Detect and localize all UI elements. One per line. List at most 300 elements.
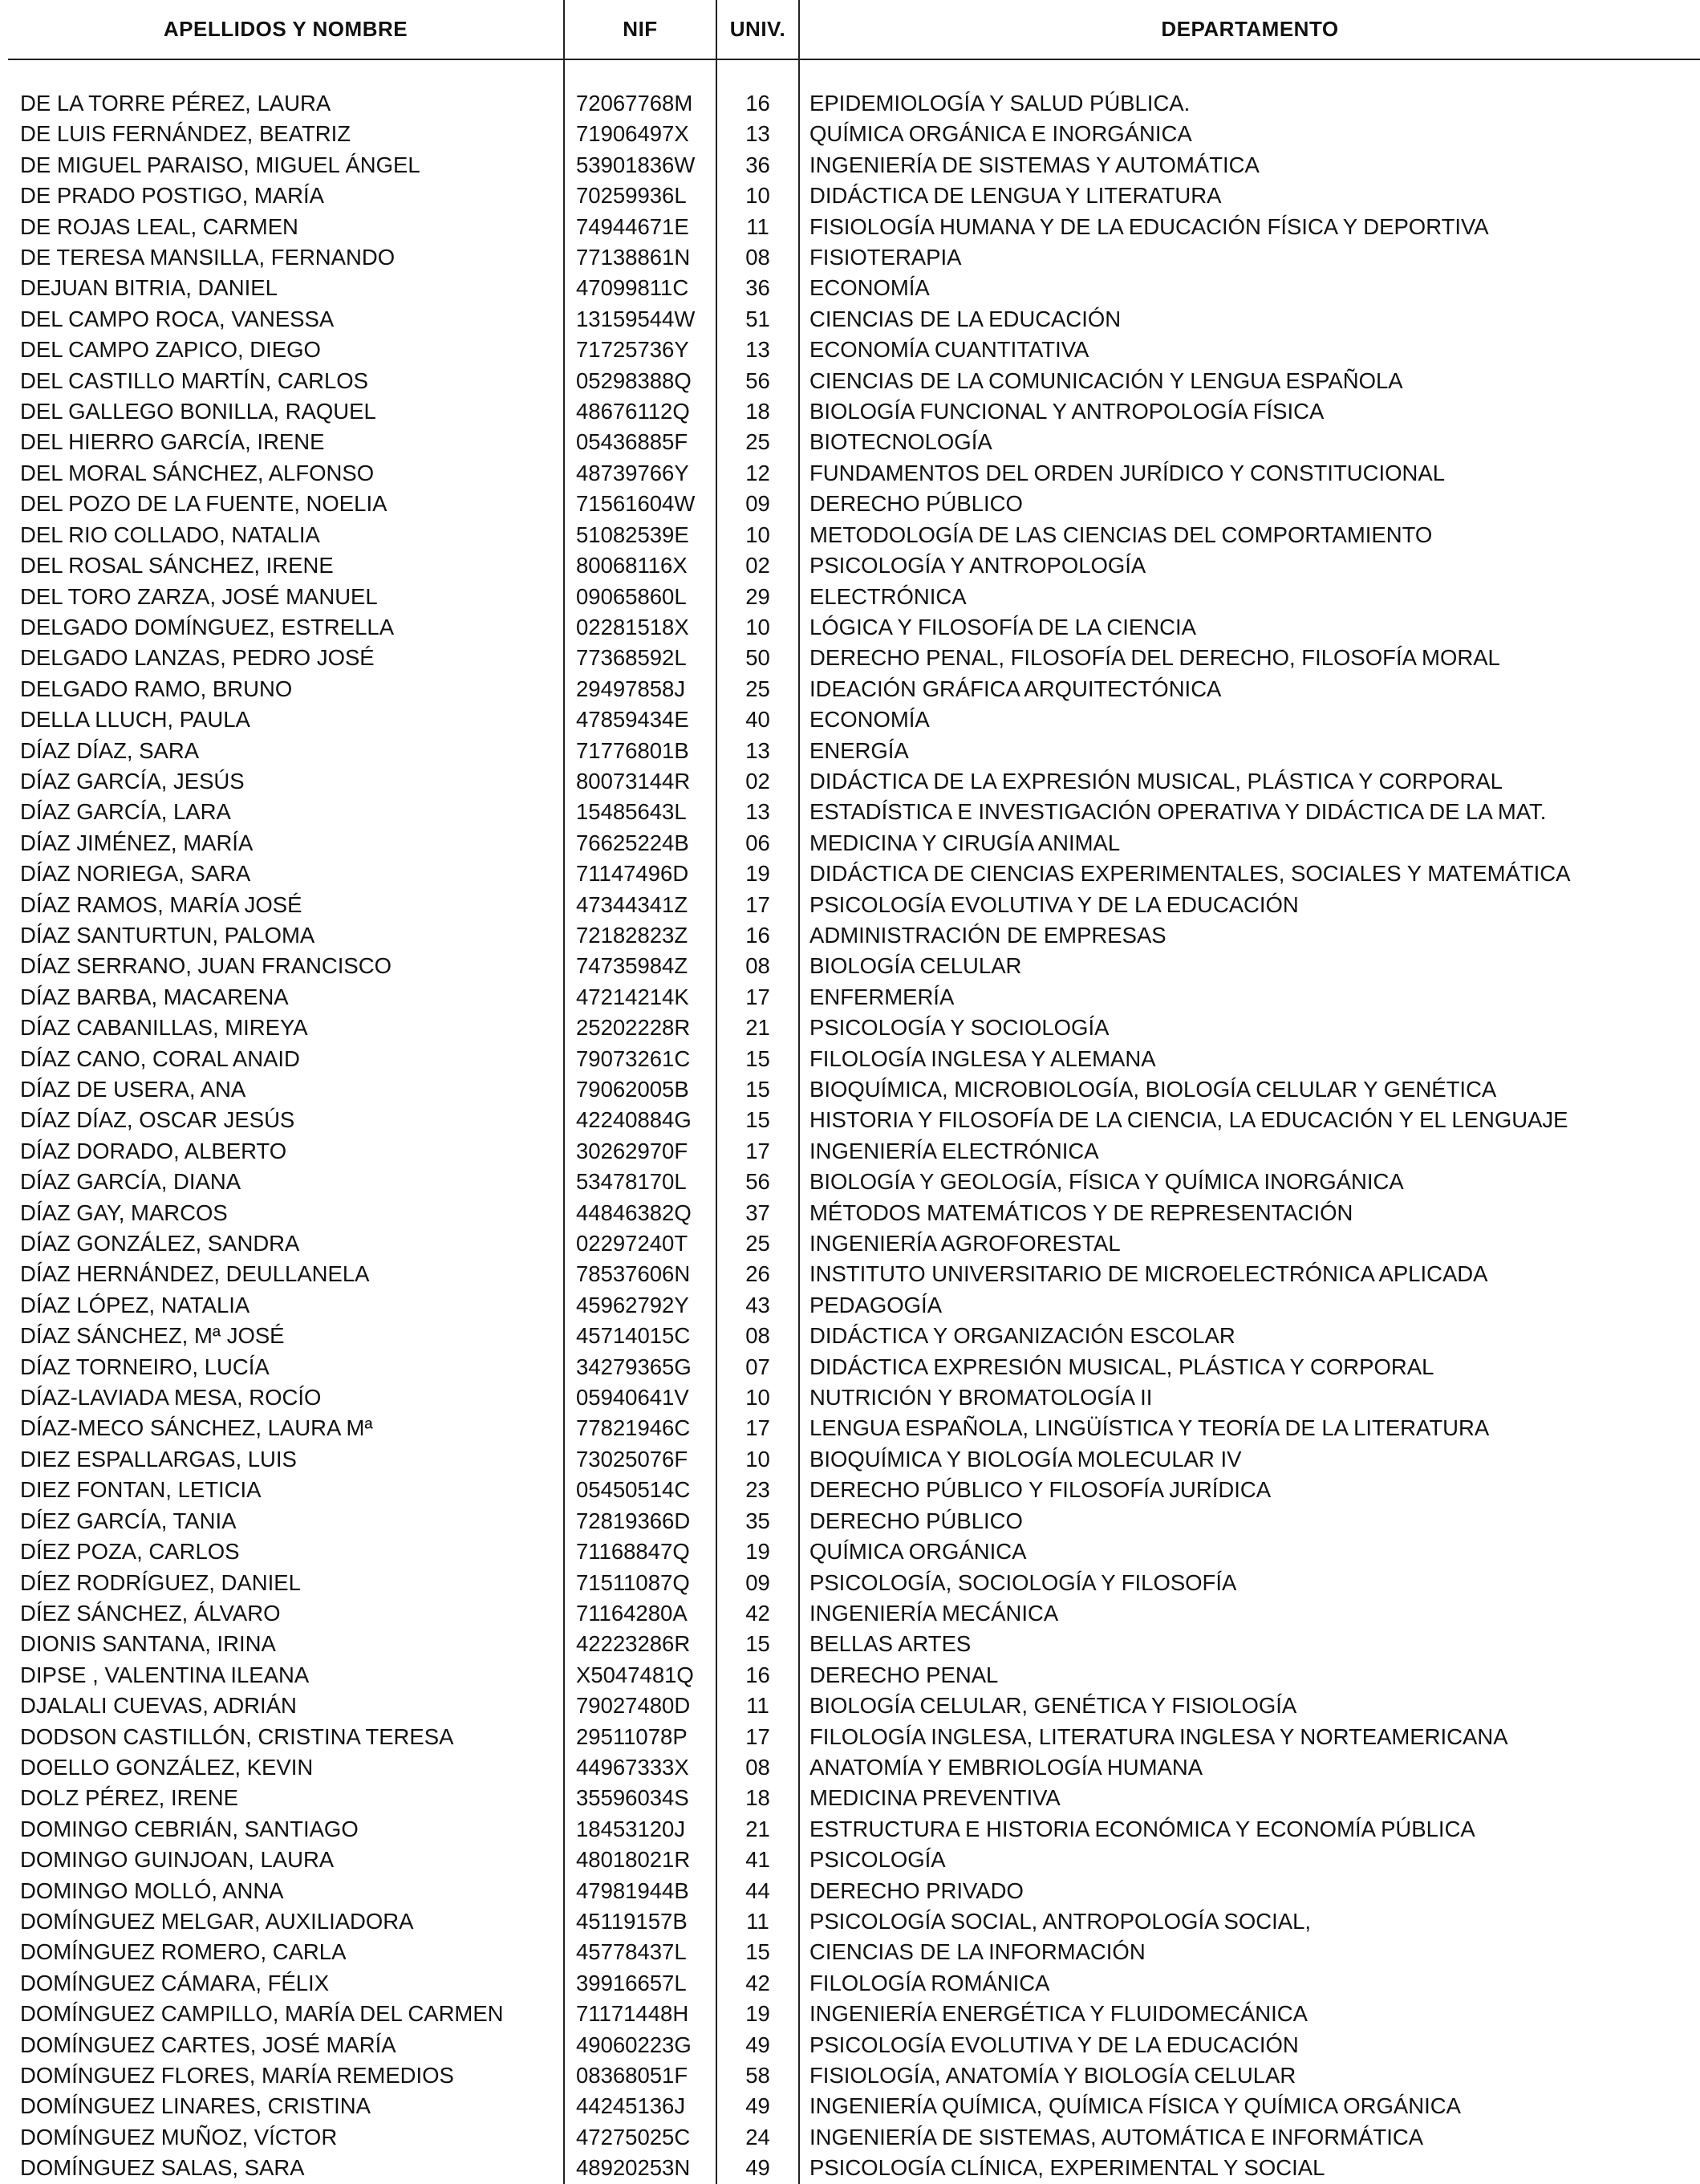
cell-department: HISTORIA Y FILOSOFÍA DE LA CIENCIA, LA EDUCACIÓN Y EL LENGUAJE — [799, 1105, 1700, 1135]
header-spacer-row — [8, 59, 1700, 88]
cell-nif: 70259936L — [564, 181, 716, 211]
table-row — [8, 1475, 1700, 1505]
cell-nif: 30262970F — [564, 1136, 716, 1167]
table-row — [8, 2153, 1700, 2183]
table-row — [8, 1198, 1700, 1228]
cell-name: DÍAZ DÍAZ, SARA — [20, 737, 200, 763]
cell-univ: 42 — [716, 1968, 799, 1999]
cell-department: QUÍMICA ORGÁNICA E INORGÁNICA — [799, 119, 1700, 149]
cell-univ: 19 — [716, 1537, 799, 1567]
cell-name: DÍAZ GARCÍA, DIANA — [20, 1169, 241, 1195]
cell-department: DIDÁCTICA DE LA EXPRESIÓN MUSICAL, PLÁSTICA Y CORPORAL — [799, 766, 1700, 797]
cell-name: DEL RIO COLLADO, NATALIA — [20, 522, 320, 547]
cell-univ: 12 — [716, 458, 799, 489]
cell-nif: 34279365G — [564, 1352, 716, 1382]
cell-department: FUNDAMENTOS DEL ORDEN JURÍDICO Y CONSTITUCIONAL — [799, 458, 1700, 489]
cell-name: DIPSE , VALENTINA ILEANA — [20, 1662, 310, 1687]
cell-univ: 41 — [716, 1845, 799, 1875]
cell-name: DJALALI CUEVAS, ADRIÁN — [20, 1693, 297, 1719]
cell-nif: 71561604W — [564, 489, 716, 519]
cell-nif: 79027480D — [564, 1691, 716, 1721]
cell-univ: 10 — [716, 520, 799, 550]
cell-univ: 56 — [716, 366, 799, 396]
cell-name: DOLZ PÉREZ, IRENE — [20, 1785, 238, 1811]
cell-nif: 72819366D — [564, 1506, 716, 1537]
cell-nif: 79073261C — [564, 1044, 716, 1074]
table-row — [8, 982, 1700, 1013]
cell-department: BELLAS ARTES — [799, 1629, 1700, 1659]
cell-department: BIOLOGÍA CELULAR — [799, 951, 1700, 981]
table-row — [8, 1321, 1700, 1351]
cell-univ: 36 — [716, 273, 799, 303]
table-row — [8, 1752, 1700, 1783]
cell-department: MEDICINA PREVENTIVA — [799, 1783, 1700, 1813]
cell-nif: 74944671E — [564, 212, 716, 242]
cell-department: INGENIERÍA MECÁNICA — [799, 1598, 1700, 1629]
cell-nif: 45962792Y — [564, 1290, 716, 1321]
cell-name: DÍAZ-LAVIADA MESA, ROCÍO — [20, 1385, 322, 1411]
cell-name: DÍAZ SÁNCHEZ, Mª JOSÉ — [20, 1323, 285, 1349]
cell-department: BIOQUÍMICA, MICROBIOLOGÍA, BIOLOGÍA CELULAR Y GENÉTICA — [799, 1074, 1700, 1105]
cell-department: ADMINISTRACIÓN DE EMPRESAS — [799, 920, 1700, 951]
cell-name: DÍAZ SERRANO, JUAN FRANCISCO — [20, 953, 392, 979]
cell-name: DÍEZ GARCÍA, TANIA — [20, 1508, 237, 1533]
cell-univ: 13 — [716, 736, 799, 766]
cell-nif: 47275025C — [564, 2122, 716, 2153]
table-row — [8, 1968, 1700, 1999]
cell-department: PSICOLOGÍA EVOLUTIVA Y DE LA EDUCACIÓN — [799, 890, 1700, 920]
cell-univ: 15 — [716, 1937, 799, 1967]
cell-univ: 07 — [716, 1352, 799, 1382]
table-row — [8, 859, 1700, 889]
table-row — [8, 396, 1700, 427]
cell-department: ESTRUCTURA E HISTORIA ECONÓMICA Y ECONOMÍA PÚBLICA — [799, 1814, 1700, 1845]
table-row — [8, 890, 1700, 920]
table-row — [8, 1444, 1700, 1475]
cell-department: PSICOLOGÍA EVOLUTIVA Y DE LA EDUCACIÓN — [799, 2030, 1700, 2060]
cell-nif: 47981944B — [564, 1876, 716, 1906]
column-header-department: DEPARTAMENTO — [799, 0, 1700, 59]
cell-name: DÍAZ DORADO, ALBERTO — [20, 1138, 287, 1163]
cell-univ: 15 — [716, 1629, 799, 1659]
cell-department: INGENIERÍA AGROFORESTAL — [799, 1228, 1700, 1259]
cell-department: METODOLOGÍA DE LAS CIENCIAS DEL COMPORTAMIENTO — [799, 520, 1700, 550]
cell-department: DIDÁCTICA DE LENGUA Y LITERATURA — [799, 181, 1700, 211]
cell-univ: 08 — [716, 1321, 799, 1351]
cell-name: DEL HIERRO GARCÍA, IRENE — [20, 429, 325, 455]
cell-name: DEJUAN BITRIA, DANIEL — [20, 275, 278, 301]
cell-department: ANATOMÍA Y EMBRIOLOGÍA HUMANA — [799, 1752, 1700, 1783]
cell-name: DÍAZ GARCÍA, LARA — [20, 799, 231, 825]
cell-univ: 16 — [716, 1660, 799, 1691]
cell-department: MÉTODOS MATEMÁTICOS Y DE REPRESENTACIÓN — [799, 1198, 1700, 1228]
cell-department: BIOLOGÍA Y GEOLOGÍA, FÍSICA Y QUÍMICA INORGÁNICA — [799, 1167, 1700, 1197]
cell-nif: 05298388Q — [564, 366, 716, 396]
cell-department: PSICOLOGÍA, SOCIOLOGÍA Y FILOSOFÍA — [799, 1568, 1700, 1598]
cell-univ: 25 — [716, 674, 799, 704]
cell-department: INSTITUTO UNIVERSITARIO DE MICROELECTRÓNICA APLICADA — [799, 1259, 1700, 1289]
cell-department: INGENIERÍA QUÍMICA, QUÍMICA FÍSICA Y QUÍMICA ORGÁNICA — [799, 2091, 1700, 2121]
table-row — [8, 674, 1700, 704]
cell-univ: 15 — [716, 1044, 799, 1074]
cell-nif: 72067768M — [564, 88, 716, 119]
table-row — [8, 1629, 1700, 1659]
cell-nif: 29497858J — [564, 674, 716, 704]
cell-department: INGENIERÍA ENERGÉTICA Y FLUIDOMECÁNICA — [799, 1999, 1700, 2029]
table-row — [8, 828, 1700, 859]
table-row — [8, 212, 1700, 242]
cell-univ: 10 — [716, 1444, 799, 1475]
cell-department: ENERGÍA — [799, 736, 1700, 766]
cell-name: DÍAZ GAY, MARCOS — [20, 1200, 228, 1225]
cell-univ: 08 — [716, 242, 799, 273]
table-row — [8, 1814, 1700, 1845]
cell-univ: 40 — [716, 704, 799, 735]
cell-univ: 15 — [716, 1105, 799, 1135]
cell-department: MEDICINA Y CIRUGÍA ANIMAL — [799, 828, 1700, 859]
table-row — [8, 427, 1700, 457]
cell-department: ECONOMÍA — [799, 273, 1700, 303]
cell-univ: 36 — [716, 150, 799, 181]
cell-univ: 02 — [716, 550, 799, 581]
cell-name: DOMINGO MOLLÓ, ANNA — [20, 1878, 284, 1903]
cell-nif: 39916657L — [564, 1968, 716, 1999]
cell-nif: 47214214K — [564, 982, 716, 1013]
cell-name: DIONIS SANTANA, IRINA — [20, 1631, 276, 1657]
cell-department: PSICOLOGÍA SOCIAL, ANTROPOLOGÍA SOCIAL, — [799, 1906, 1700, 1937]
cell-department: FILOLOGÍA INGLESA Y ALEMANA — [799, 1044, 1700, 1074]
cell-name: DOMÍNGUEZ FLORES, MARÍA REMEDIOS — [20, 2063, 454, 2088]
roster-table — [8, 0, 1700, 2184]
cell-univ: 49 — [716, 2153, 799, 2183]
table-row — [8, 366, 1700, 396]
cell-nif: 45119157B — [564, 1906, 716, 1937]
table-row — [8, 1228, 1700, 1259]
cell-name: DE TERESA MANSILLA, FERNANDO — [20, 245, 396, 270]
cell-name: DELLA LLUCH, PAULA — [20, 707, 250, 733]
cell-nif: 79062005B — [564, 1074, 716, 1105]
cell-nif: 71168847Q — [564, 1537, 716, 1567]
cell-univ: 43 — [716, 1290, 799, 1321]
cell-department: BIOLOGÍA FUNCIONAL Y ANTROPOLOGÍA FÍSICA — [799, 396, 1700, 427]
cell-department: ECONOMÍA — [799, 704, 1700, 735]
table-body — [8, 59, 1700, 2184]
cell-univ: 17 — [716, 1413, 799, 1443]
cell-univ: 25 — [716, 1228, 799, 1259]
table-row — [8, 150, 1700, 181]
cell-univ: 23 — [716, 1475, 799, 1505]
cell-name: DÍAZ-MECO SÁNCHEZ, LAURA Mª — [20, 1415, 373, 1441]
table-row — [8, 1568, 1700, 1598]
cell-department: PSICOLOGÍA Y ANTROPOLOGÍA — [799, 550, 1700, 581]
cell-univ: 08 — [716, 951, 799, 981]
table-row — [8, 1691, 1700, 1721]
cell-nif: 09065860L — [564, 582, 716, 612]
cell-name: DÍAZ NORIEGA, SARA — [20, 861, 251, 887]
cell-department: BIOTECNOLOGÍA — [799, 427, 1700, 457]
cell-name: DOMÍNGUEZ SALAS, SARA — [20, 2155, 305, 2181]
table-row — [8, 1259, 1700, 1289]
cell-name: DEL TORO ZARZA, JOSÉ MANUEL — [20, 583, 378, 609]
cell-univ: 13 — [716, 119, 799, 149]
table-row — [8, 1352, 1700, 1382]
cell-department: DERECHO PENAL, FILOSOFÍA DEL DERECHO, FILOSOFÍA MORAL — [799, 643, 1700, 673]
cell-univ: 16 — [716, 920, 799, 951]
table-row — [8, 1783, 1700, 1813]
cell-name: DEL CASTILLO MARTÍN, CARLOS — [20, 367, 368, 393]
cell-department: CIENCIAS DE LA EDUCACIÓN — [799, 304, 1700, 335]
table-row — [8, 2060, 1700, 2091]
table-row — [8, 951, 1700, 981]
cell-nif: 47099811C — [564, 273, 716, 303]
cell-name: DÍAZ HERNÁNDEZ, DEULLANELA — [20, 1261, 370, 1287]
cell-univ: 11 — [716, 212, 799, 242]
cell-name: DEL GALLEGO BONILLA, RAQUEL — [20, 399, 376, 424]
cell-univ: 24 — [716, 2122, 799, 2153]
cell-name: DELGADO DOMÍNGUEZ, ESTRELLA — [20, 614, 395, 639]
cell-department: PSICOLOGÍA CLÍNICA, EXPERIMENTAL Y SOCIAL — [799, 2153, 1700, 2183]
cell-nif: 44967333X — [564, 1752, 716, 1783]
table-row — [8, 582, 1700, 612]
cell-nif: 05940641V — [564, 1382, 716, 1413]
cell-department: DERECHO PÚBLICO Y FILOSOFÍA JURÍDICA — [799, 1475, 1700, 1505]
cell-nif: 45714015C — [564, 1321, 716, 1351]
table-row — [8, 1074, 1700, 1105]
cell-nif: 47859434E — [564, 704, 716, 735]
table-row — [8, 920, 1700, 951]
table-row — [8, 181, 1700, 211]
cell-name: DÍAZ GARCÍA, JESÚS — [20, 768, 245, 794]
table-row — [8, 242, 1700, 273]
cell-univ: 17 — [716, 890, 799, 920]
cell-nif: 47344341Z — [564, 890, 716, 920]
header-row — [8, 0, 1700, 59]
cell-name: DOMÍNGUEZ CARTES, JOSÉ MARÍA — [20, 2032, 396, 2057]
cell-department: INGENIERÍA ELECTRÓNICA — [799, 1136, 1700, 1167]
cell-department: DIDÁCTICA DE CIENCIAS EXPERIMENTALES, SOCIALES Y MATEMÁTICA — [799, 859, 1700, 889]
table-row — [8, 1044, 1700, 1074]
cell-nif: 08368051F — [564, 2060, 716, 2091]
cell-name: DE MIGUEL PARAISO, MIGUEL ÁNGEL — [20, 152, 420, 177]
cell-name: DOMINGO GUINJOAN, LAURA — [20, 1847, 335, 1873]
cell-department: DIDÁCTICA Y ORGANIZACIÓN ESCOLAR — [799, 1321, 1700, 1351]
cell-department: QUÍMICA ORGÁNICA — [799, 1537, 1700, 1567]
table-row — [8, 1999, 1700, 2029]
spacer-cell — [799, 59, 1700, 88]
table-row — [8, 1013, 1700, 1043]
cell-univ: 42 — [716, 1598, 799, 1629]
cell-department: DIDÁCTICA EXPRESIÓN MUSICAL, PLÁSTICA Y CORPORAL — [799, 1352, 1700, 1382]
table-row — [8, 119, 1700, 149]
cell-name: DIEZ ESPALLARGAS, LUIS — [20, 1446, 297, 1472]
cell-nif: 35596034S — [564, 1783, 716, 1813]
cell-univ: 16 — [716, 88, 799, 119]
cell-nif: 42223286R — [564, 1629, 716, 1659]
cell-univ: 13 — [716, 797, 799, 827]
cell-nif: 71171448H — [564, 1999, 716, 2029]
cell-department: PSICOLOGÍA — [799, 1845, 1700, 1875]
cell-univ: 10 — [716, 1382, 799, 1413]
cell-univ: 17 — [716, 982, 799, 1013]
cell-name: DE ROJAS LEAL, CARMEN — [20, 213, 298, 239]
cell-name: DÍAZ JIMÉNEZ, MARÍA — [20, 830, 254, 855]
table-row — [8, 612, 1700, 643]
cell-department: DERECHO PÚBLICO — [799, 489, 1700, 519]
cell-name: DOMÍNGUEZ LINARES, CRISTINA — [20, 2093, 371, 2119]
cell-department: DERECHO PÚBLICO — [799, 1506, 1700, 1537]
cell-univ: 18 — [716, 1783, 799, 1813]
cell-nif: 02297240T — [564, 1228, 716, 1259]
column-header-nif: NIF — [564, 0, 716, 59]
cell-name: DOMÍNGUEZ MUÑOZ, VÍCTOR — [20, 2124, 338, 2149]
table-row — [8, 1598, 1700, 1629]
cell-nif: 78537606N — [564, 1259, 716, 1289]
cell-name: DEL ROSAL SÁNCHEZ, IRENE — [20, 553, 334, 578]
cell-univ: 21 — [716, 1814, 799, 1845]
cell-name: DÍAZ DE USERA, ANA — [20, 1077, 246, 1102]
cell-nif: 02281518X — [564, 612, 716, 643]
cell-univ: 10 — [716, 181, 799, 211]
cell-name: DE LUIS FERNÁNDEZ, BEATRIZ — [20, 121, 351, 147]
cell-nif: 77138861N — [564, 242, 716, 273]
cell-univ: 21 — [716, 1013, 799, 1043]
cell-department: BIOLOGÍA CELULAR, GENÉTICA Y FISIOLOGÍA — [799, 1691, 1700, 1721]
table-row — [8, 1136, 1700, 1167]
cell-univ: 58 — [716, 2060, 799, 2091]
cell-department: PEDAGOGÍA — [799, 1290, 1700, 1321]
table-row — [8, 1722, 1700, 1752]
cell-name: DÍAZ RAMOS, MARÍA JOSÉ — [20, 891, 302, 917]
table-row — [8, 2122, 1700, 2153]
table-row — [8, 1906, 1700, 1937]
cell-department: FISIOLOGÍA HUMANA Y DE LA EDUCACIÓN FÍSICA Y DEPORTIVA — [799, 212, 1700, 242]
table-row — [8, 1413, 1700, 1443]
cell-name: DÍAZ GONZÁLEZ, SANDRA — [20, 1231, 300, 1256]
cell-univ: 56 — [716, 1167, 799, 1197]
cell-name: DÍAZ LÓPEZ, NATALIA — [20, 1292, 250, 1317]
cell-name: DOMÍNGUEZ ROMERO, CARLA — [20, 1939, 347, 1965]
cell-univ: 44 — [716, 1876, 799, 1906]
cell-nif: 29511078P — [564, 1722, 716, 1752]
table-row — [8, 1167, 1700, 1197]
cell-nif: 49060223G — [564, 2030, 716, 2060]
cell-univ: 15 — [716, 1074, 799, 1105]
cell-nif: 44245136J — [564, 2091, 716, 2121]
cell-univ: 35 — [716, 1506, 799, 1537]
cell-department: FISIOTERAPIA — [799, 242, 1700, 273]
cell-univ: 37 — [716, 1198, 799, 1228]
cell-univ: 11 — [716, 1691, 799, 1721]
cell-name: DOMÍNGUEZ CAMPILLO, MARÍA DEL CARMEN — [20, 2001, 504, 2027]
cell-department: DERECHO PENAL — [799, 1660, 1700, 1691]
table-row — [8, 1660, 1700, 1691]
table-row — [8, 1382, 1700, 1413]
table-row — [8, 2091, 1700, 2121]
cell-department: DERECHO PRIVADO — [799, 1876, 1700, 1906]
table-row — [8, 1937, 1700, 1967]
cell-department: FILOLOGÍA INGLESA, LITERATURA INGLESA Y NORTEAMERICANA — [799, 1722, 1700, 1752]
cell-department: NUTRICIÓN Y BROMATOLOGÍA II — [799, 1382, 1700, 1413]
cell-nif: 74735984Z — [564, 951, 716, 981]
cell-name: DÍAZ CANO, CORAL ANAID — [20, 1045, 300, 1071]
table-row — [8, 736, 1700, 766]
table-row — [8, 550, 1700, 581]
table-row — [8, 2030, 1700, 2060]
cell-univ: 09 — [716, 489, 799, 519]
table-header — [8, 0, 1700, 59]
cell-name: DEL MORAL SÁNCHEZ, ALFONSO — [20, 460, 375, 485]
table-row — [8, 766, 1700, 797]
cell-univ: 19 — [716, 1999, 799, 2029]
table-row — [8, 1105, 1700, 1135]
cell-name: DELGADO LANZAS, PEDRO JOSÉ — [20, 645, 375, 671]
cell-department: ESTADÍSTICA E INVESTIGACIÓN OPERATIVA Y DIDÁCTICA DE LA MAT. — [799, 797, 1700, 827]
cell-nif: 71147496D — [564, 859, 716, 889]
cell-department: INGENIERÍA DE SISTEMAS, AUTOMÁTICA E INFORMÁTICA — [799, 2122, 1700, 2153]
cell-nif: 51082539E — [564, 520, 716, 550]
table-row — [8, 797, 1700, 827]
cell-name: DEL CAMPO ROCA, VANESSA — [20, 306, 335, 331]
table-row — [8, 1845, 1700, 1875]
cell-department: PSICOLOGÍA Y SOCIOLOGÍA — [799, 1013, 1700, 1043]
cell-department: LÓGICA Y FILOSOFÍA DE LA CIENCIA — [799, 612, 1700, 643]
table-row — [8, 489, 1700, 519]
cell-name: DEL CAMPO ZAPICO, DIEGO — [20, 337, 321, 363]
table-row — [8, 1876, 1700, 1906]
cell-name: DÍAZ CABANILLAS, MIREYA — [20, 1015, 308, 1041]
cell-name: DEL POZO DE LA FUENTE, NOELIA — [20, 491, 387, 517]
cell-nif: 15485643L — [564, 797, 716, 827]
cell-nif: 77368592L — [564, 643, 716, 673]
table-row — [8, 335, 1700, 365]
cell-nif: 80068116X — [564, 550, 716, 581]
cell-department: EPIDEMIOLOGÍA Y SALUD PÚBLICA. — [799, 88, 1700, 119]
cell-name: DÍEZ RODRÍGUEZ, DANIEL — [20, 1569, 301, 1595]
cell-name: DÍEZ POZA, CARLOS — [20, 1539, 240, 1565]
cell-name: DE PRADO POSTIGO, MARÍA — [20, 183, 324, 209]
cell-department: INGENIERÍA DE SISTEMAS Y AUTOMÁTICA — [799, 150, 1700, 181]
table-row — [8, 1537, 1700, 1567]
table-row — [8, 520, 1700, 550]
cell-nif: 48920253N — [564, 2153, 716, 2183]
cell-nif: 77821946C — [564, 1413, 716, 1443]
cell-univ: 11 — [716, 1906, 799, 1937]
cell-nif: 48739766Y — [564, 458, 716, 489]
cell-name: DÍAZ DÍAZ, OSCAR JESÚS — [20, 1107, 295, 1133]
cell-name: DIEZ FONTAN, LETICIA — [20, 1477, 262, 1503]
cell-department: BIOQUÍMICA Y BIOLOGÍA MOLECULAR IV — [799, 1444, 1700, 1475]
cell-univ: 09 — [716, 1568, 799, 1598]
cell-univ: 26 — [716, 1259, 799, 1289]
cell-name: DELGADO RAMO, BRUNO — [20, 676, 293, 701]
cell-department: ELECTRÓNICA — [799, 582, 1700, 612]
cell-univ: 29 — [716, 582, 799, 612]
cell-name: DOMÍNGUEZ MELGAR, AUXILIADORA — [20, 1908, 414, 1934]
cell-nif: 25202228R — [564, 1013, 716, 1043]
cell-nif: 71725736Y — [564, 335, 716, 365]
cell-univ: 02 — [716, 766, 799, 797]
cell-nif: 71776801B — [564, 736, 716, 766]
cell-department: CIENCIAS DE LA INFORMACIÓN — [799, 1937, 1700, 1967]
cell-nif: 05436885F — [564, 427, 716, 457]
cell-nif: 76625224B — [564, 828, 716, 859]
cell-nif: 18453120J — [564, 1814, 716, 1845]
spacer-cell — [716, 59, 799, 88]
cell-univ: 08 — [716, 1752, 799, 1783]
cell-nif: 48018021R — [564, 1845, 716, 1875]
cell-univ: 49 — [716, 2091, 799, 2121]
cell-name: DÍEZ SÁNCHEZ, ÁLVARO — [20, 1600, 281, 1626]
